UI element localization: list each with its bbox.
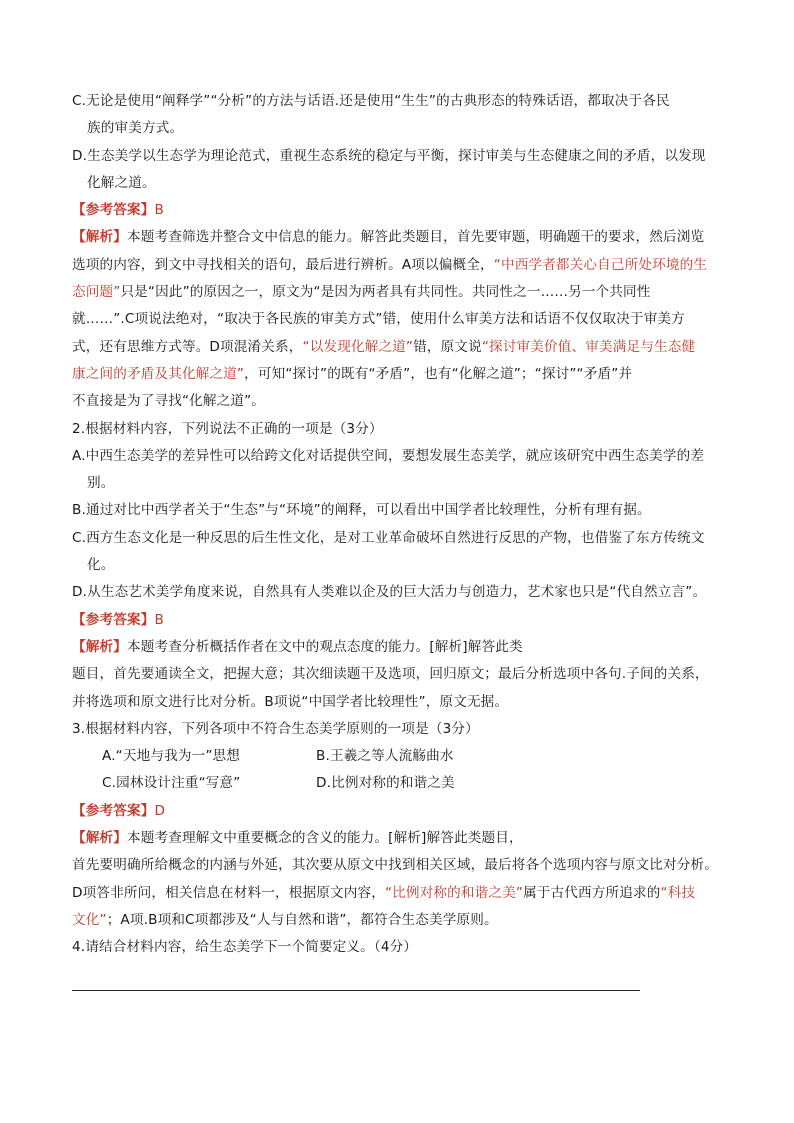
q3-analysis-line — [72, 825, 722, 852]
analysis-text: 选项的内容，到文中寻找相关的语句，最后进行辨析。A项以偏概全， — [72, 256, 494, 273]
answer-value: D — [154, 802, 166, 819]
analysis-text: 本题考查筛选并整合文中信息的能力。解答此类题目，首先要审题，明确题干的要求，然后浏览 — [126, 229, 705, 246]
analysis-text: 本题考查分析概括作者在文中的观点态度的能力。[解析]解答此类 — [126, 638, 523, 655]
q2-analysis-line: 题目，首先要通读全文，把握大意；其次细读题干及选项，回归原文；最后分析选项中各句.子间的关系， — [72, 666, 709, 683]
q3-analysis-line: 首先要明确所给概念的内涵与外延，其次要从原文中找到相关区域，最后将各个选项内容与原文比对分析。 — [72, 857, 718, 874]
q1-analysis-line — [72, 252, 722, 279]
analysis-quote: 态问题” — [72, 284, 121, 301]
answer-label: 【参考答案】 — [72, 202, 155, 219]
q2-option-a-cont: 别。 — [87, 475, 115, 492]
answer-value: B — [154, 611, 164, 628]
analysis-quote: 康之间的矛盾及其化解之道” — [72, 365, 245, 382]
q1-analysis-line — [72, 279, 722, 306]
q2-stem: 2.根据材料内容，下列说法不正确的一项是（3分） — [72, 420, 383, 437]
analysis-label: 【解析】 — [72, 229, 127, 246]
q3-answer — [72, 798, 722, 825]
answer-label: 【参考答案】 — [72, 802, 155, 819]
analysis-quote: “科技 — [660, 884, 696, 901]
analysis-text: 式，还有思维方式等。D项混淆关系， — [72, 338, 303, 355]
q2-option-c: C.西方生态文化是一种反思的后生性文化，是对工业革命破坏自然进行反思的产物，也借鉴了东方传统文 — [72, 529, 705, 546]
analysis-text: 本题考查理解文中重要概念的含义的能力。[解析]解答此类题目， — [126, 830, 523, 847]
q1-option-d-cont: 化解之道。 — [87, 174, 156, 191]
q3-options-row — [72, 770, 722, 797]
analysis-label: 【解析】 — [72, 638, 127, 655]
q1-answer — [72, 197, 722, 224]
q2-answer — [72, 607, 722, 634]
analysis-text: 只是“因此”的原因之一，原文为“是因为两者具有共同性。共同性之一……另一个共同性 — [120, 284, 651, 301]
q1-analysis-line: 就……”.C项说法绝对，“取决于各民族的审美方式”错，使用什么审美方法和话语不仅仅取决于审美方 — [72, 311, 685, 328]
q1-analysis-line — [72, 361, 722, 388]
q2-analysis-line — [72, 634, 722, 661]
analysis-text: D项答非所问，相关信息在材料一，根据原文内容， — [72, 884, 385, 901]
q1-option-c-cont: 族的审美方式。 — [87, 120, 184, 137]
q1-option-d: D.生态美学以生态学为理论范式，重视生态系统的稳定与平衡，探讨审美与生态健康之间的矛盾，以发现 — [72, 147, 706, 164]
analysis-text: 错，原文说 — [413, 338, 482, 355]
q1-analysis-line — [72, 224, 722, 251]
answer-label: 【参考答案】 — [72, 611, 155, 628]
analysis-quote: “中西学者都关心自己所处环境的生 — [493, 256, 708, 273]
q3-option-a: A.“天地与我为一”思想 — [102, 748, 241, 765]
analysis-label: 【解析】 — [72, 830, 127, 847]
q3-option-b: B.王羲之等人流觞曲水 — [316, 748, 454, 765]
q2-analysis-line: 并将选项和原文进行比对分析。B项说“中国学者比较理性”，原文无据。 — [72, 693, 509, 710]
q1-option-c: C.无论是使用“阐释学”“分析”的方法与话语.还是使用“生生”的古典形态的特殊话语，都取决于各民 — [72, 93, 670, 109]
analysis-text: 属于古代西方所追求的 — [523, 884, 661, 901]
analysis-text: ；A项.B项和C项都涉及“人与自然和谐”，都符合生态美学原则。 — [106, 911, 498, 928]
q3-option-d: D.比例对称的和谐之美 — [316, 775, 455, 792]
q4-stem: 4.请结合材料内容，给生态美学下一个简要定义。（4分） — [72, 939, 418, 956]
q3-stem: 3.根据材料内容，下列各项中不符合生态美学原则的一项是（3分） — [72, 720, 479, 737]
q3-options-row — [72, 743, 722, 770]
analysis-quote: “以发现化解之道” — [302, 338, 414, 355]
q1-analysis-line — [72, 334, 722, 361]
answer-value: B — [154, 202, 164, 219]
analysis-text: ，可知“探讨”的既有“矛盾”，也有“化解之道”；“探讨”“矛盾”并 — [244, 365, 633, 382]
analysis-quote: 文化” — [72, 911, 107, 928]
q2-option-b: B.通过对比中西学者关于“生态”与“环境”的阐释，可以看出中国学者比较理性，分析有理有据。 — [72, 502, 651, 519]
document-body — [72, 88, 722, 962]
q3-option-c: C.园林设计注重“写意” — [102, 775, 241, 792]
analysis-quote: “比例对称的和谐之美” — [384, 884, 524, 901]
q2-option-a: A.中西生态美学的差异性可以给跨文化对话提供空间，要想发展生态美学，就应该研究中西生态美学的差 — [72, 447, 705, 464]
q1-analysis-line: 不直接是为了寻找“化解之道”。 — [72, 393, 266, 410]
q2-option-d: D.从生态艺术美学角度来说，自然具有人类难以企及的巨大活力与创造力，艺术家也只是“代自然立言”。 — [72, 584, 707, 601]
answer-blank-line[interactable] — [72, 990, 640, 991]
analysis-quote: “探讨审美价值、审美满足与生态健 — [481, 338, 696, 355]
q2-option-c-cont: 化。 — [87, 557, 115, 574]
q3-analysis-line — [72, 880, 722, 907]
q3-analysis-line — [72, 907, 722, 934]
